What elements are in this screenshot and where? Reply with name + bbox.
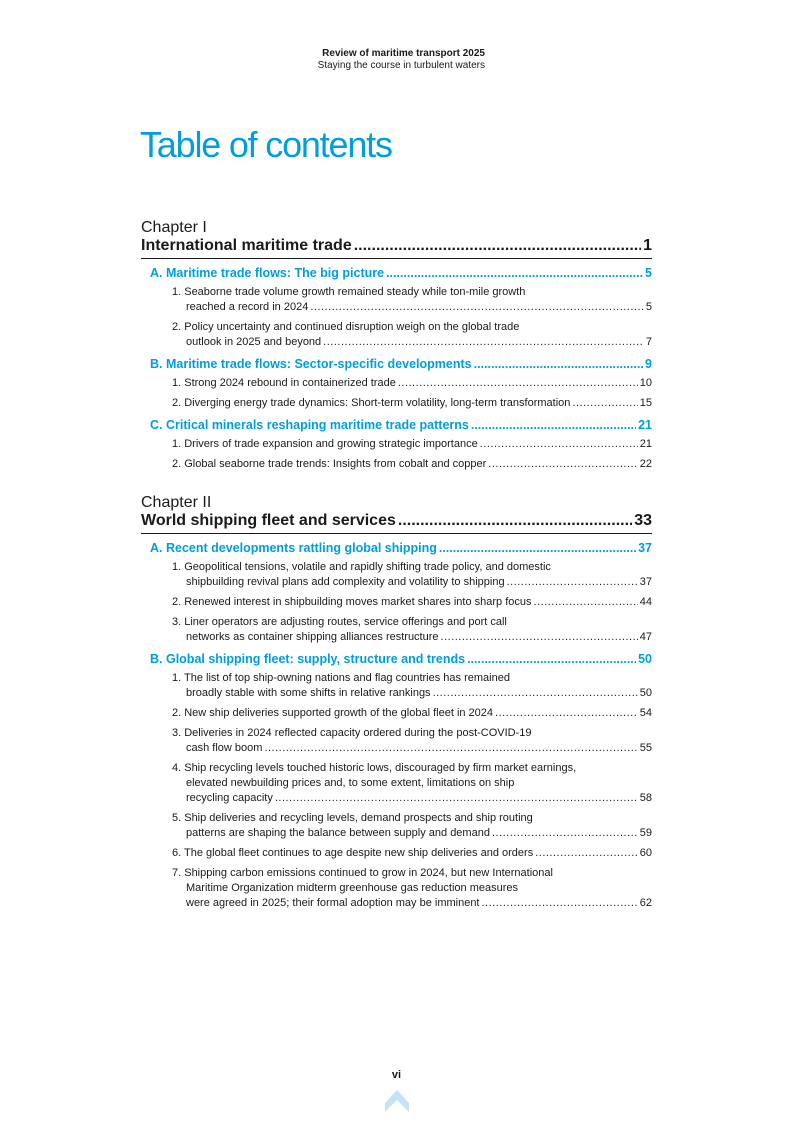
section-entry[interactable] xyxy=(150,650,652,669)
page-ref: 62 xyxy=(639,897,652,909)
leader-dots xyxy=(467,650,636,669)
item-line-text: cash flow boom xyxy=(186,742,263,754)
table-of-contents xyxy=(141,219,652,933)
leader-dots xyxy=(441,630,638,645)
chapter-label: Chapter II xyxy=(141,494,212,511)
item-line-text: 6. The global fleet continues to age despite new ship deliveries and orders xyxy=(172,847,534,859)
page-ref: 15 xyxy=(639,397,652,409)
leader-dots xyxy=(354,236,641,256)
item-line xyxy=(172,630,652,645)
leader-dots xyxy=(572,396,637,411)
item-line: 3. Liner operators are adjusting routes, service offerings and port call xyxy=(172,616,507,628)
toc-item[interactable] xyxy=(172,560,652,590)
page-ref: 59 xyxy=(639,827,652,839)
page-ref: 37 xyxy=(639,576,652,588)
item-line-text: 1. Drivers of trade expansion and growing strategic importance xyxy=(172,438,478,450)
toc-item[interactable] xyxy=(172,396,652,411)
page-ref: 37 xyxy=(638,541,652,555)
item-line-text: shipbuilding revival plans add complexity and volatility to shipping xyxy=(186,576,505,588)
leader-dots xyxy=(534,595,638,610)
item-line: elevated newbuilding prices and, to some extent, limitations on ship xyxy=(186,777,515,789)
chapter-label: Chapter I xyxy=(141,219,207,236)
leader-dots xyxy=(488,457,637,472)
page-ref: 9 xyxy=(645,357,652,371)
item-line xyxy=(172,595,652,610)
leader-dots xyxy=(386,264,643,283)
item-line xyxy=(172,575,652,590)
page-ref: 5 xyxy=(645,301,652,313)
chapter xyxy=(141,219,652,472)
toc-item[interactable] xyxy=(172,285,652,315)
leader-dots xyxy=(264,741,637,756)
item-line xyxy=(172,896,652,911)
chevron-up-icon[interactable] xyxy=(385,1090,409,1117)
leader-dots xyxy=(398,511,632,531)
page-ref: 58 xyxy=(639,792,652,804)
section-entry-text: A. Recent developments rattling global shipping xyxy=(150,541,437,555)
item-line: 3. Deliveries in 2024 reflected capacity ordered during the post-COVID-19 xyxy=(172,727,532,739)
leader-dots xyxy=(480,437,638,452)
chapter xyxy=(141,494,652,911)
item-line-text: 2. New ship deliveries supported growth of the global fleet in 2024 xyxy=(172,707,494,719)
item-line: 4. Ship recycling levels touched historic lows, discouraged by firm market earnings, xyxy=(172,762,577,774)
page-ref: 33 xyxy=(634,512,652,529)
leader-dots xyxy=(482,896,638,911)
leader-dots xyxy=(474,355,643,374)
item-line-text: 2. Renewed interest in shipbuilding moves market shares into sharp focus xyxy=(172,596,532,608)
item-line xyxy=(172,396,652,411)
toc-item[interactable] xyxy=(172,437,652,452)
page-ref: 54 xyxy=(639,707,652,719)
item-line-text: patterns are shaping the balance between supply and demand xyxy=(186,827,490,839)
leader-dots xyxy=(323,335,644,350)
page-number: vi xyxy=(391,1069,402,1081)
leader-dots xyxy=(439,539,636,558)
item-line xyxy=(172,686,652,701)
page-ref: 7 xyxy=(645,336,652,348)
page-ref: 22 xyxy=(639,458,652,470)
item-line: 1. Seaborne trade volume growth remained steady while ton-mile growth xyxy=(172,286,526,298)
page-ref: 1 xyxy=(643,237,652,254)
toc-item[interactable] xyxy=(172,846,652,861)
leader-dots xyxy=(507,575,638,590)
item-line-text: 2. Global seaborne trade trends: Insights from cobalt and copper xyxy=(172,458,487,470)
toc-item[interactable] xyxy=(172,376,652,391)
page-title: Table of contents xyxy=(140,124,392,165)
leader-dots xyxy=(398,376,638,391)
toc-item[interactable] xyxy=(172,726,652,756)
report-subtitle: Staying the course in turbulent waters xyxy=(317,60,485,71)
item-line-text: outlook in 2025 and beyond xyxy=(186,336,322,348)
leader-dots xyxy=(492,826,638,841)
leader-dots xyxy=(310,300,644,315)
item-line: 7. Shipping carbon emissions continued to grow in 2024, but new International xyxy=(172,867,553,879)
chapter-title[interactable] xyxy=(141,511,652,534)
toc-item[interactable] xyxy=(172,320,652,350)
item-line: 1. Geopolitical tensions, volatile and rapidly shifting trade policy, and domestic xyxy=(172,561,551,573)
item-line-text: were agreed in 2025; their formal adoption may be imminent xyxy=(186,897,480,909)
chapter-title-text: World shipping fleet and services xyxy=(141,512,396,529)
item-line-text: broadly stable with some shifts in relative rankings xyxy=(186,687,431,699)
item-line: 5. Ship deliveries and recycling levels, demand prospects and ship routing xyxy=(172,812,533,824)
item-line xyxy=(172,376,652,391)
page-ref: 5 xyxy=(645,266,652,280)
leader-dots xyxy=(535,846,638,861)
item-line xyxy=(172,457,652,472)
chapter-title[interactable] xyxy=(141,236,652,259)
item-line xyxy=(172,300,652,315)
section-entry[interactable] xyxy=(150,355,652,374)
item-line xyxy=(172,706,652,721)
item-line xyxy=(172,791,652,806)
item-line-text: reached a record in 2024 xyxy=(186,301,309,313)
toc-item[interactable] xyxy=(172,671,652,701)
page-ref: 60 xyxy=(639,847,652,859)
item-line xyxy=(172,437,652,452)
page-ref: 55 xyxy=(639,742,652,754)
item-line xyxy=(172,846,652,861)
page-ref: 47 xyxy=(639,631,652,643)
section-entry-text: A. Maritime trade flows: The big picture xyxy=(150,266,385,280)
toc-item[interactable] xyxy=(172,811,652,841)
leader-dots xyxy=(433,686,638,701)
toc-item[interactable] xyxy=(172,761,652,806)
page-ref: 50 xyxy=(639,687,652,699)
toc-item[interactable] xyxy=(172,706,652,721)
page-ref: 10 xyxy=(639,377,652,389)
item-line: 1. The list of top ship-owning nations and flag countries has remained xyxy=(172,672,510,684)
toc-item[interactable] xyxy=(172,457,652,472)
section-entry[interactable] xyxy=(150,264,652,283)
toc-item[interactable] xyxy=(172,866,652,911)
section-entry[interactable] xyxy=(150,416,652,435)
leader-dots xyxy=(471,416,636,435)
item-line xyxy=(172,826,652,841)
toc-item[interactable] xyxy=(172,595,652,610)
section-entry[interactable] xyxy=(150,539,652,558)
item-line-text: 2. Diverging energy trade dynamics: Short-term volatility, long-term transformation xyxy=(172,397,571,409)
item-line-text: recycling capacity xyxy=(186,792,273,804)
item-line-text: networks as container shipping alliances restructure xyxy=(186,631,439,643)
toc-item[interactable] xyxy=(172,615,652,645)
item-line: 2. Policy uncertainty and continued disruption weigh on the global trade xyxy=(172,321,520,333)
item-line-text: 1. Strong 2024 rebound in containerized trade xyxy=(172,377,396,389)
leader-dots xyxy=(495,706,638,721)
page-ref: 21 xyxy=(639,438,652,450)
item-line xyxy=(172,741,652,756)
report-title: Review of maritime transport 2025 xyxy=(322,48,485,59)
page-ref: 50 xyxy=(638,652,652,666)
leader-dots xyxy=(275,791,638,806)
section-entry-text: B. Global shipping fleet: supply, structure and trends xyxy=(150,652,466,666)
page-ref: 44 xyxy=(639,596,652,608)
section-entry-text: B. Maritime trade flows: Sector-specific developments xyxy=(150,357,472,371)
item-line: Maritime Organization midterm greenhouse gas reduction measures xyxy=(186,882,518,894)
item-line xyxy=(172,335,652,350)
chapter-title-text: International maritime trade xyxy=(141,237,352,254)
section-entry-text: C. Critical minerals reshaping maritime trade patterns xyxy=(150,418,469,432)
running-header xyxy=(318,48,485,72)
page-ref: 21 xyxy=(638,418,652,432)
